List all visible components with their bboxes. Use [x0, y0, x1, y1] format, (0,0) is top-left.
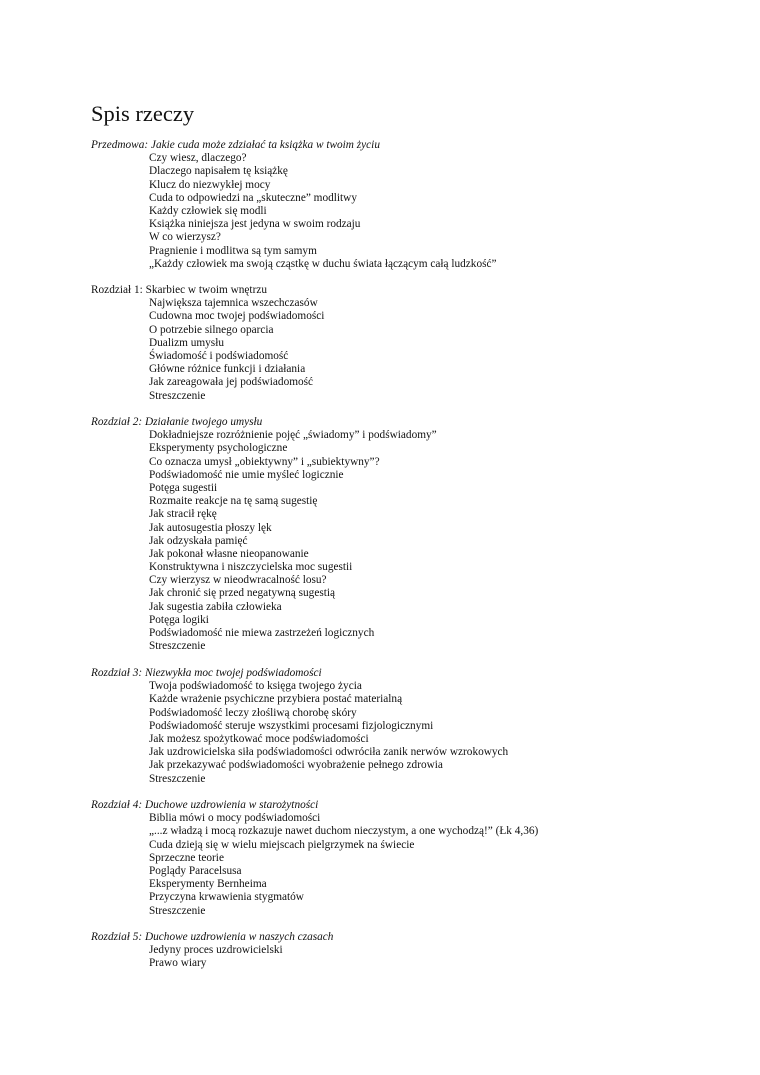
toc-entry: Jak autosugestia płoszy lęk	[149, 521, 272, 534]
toc-entry: Streszczenie	[149, 640, 206, 653]
section-heading: Rozdział 5: Duchowe uzdrowienia w naszych czasach	[91, 931, 334, 943]
toc-entry: Eksperymenty Bernheima	[149, 878, 267, 891]
toc-entry: Sprzeczne teorie	[149, 851, 224, 864]
toc-entry: Jak sugestia zabiła człowieka	[149, 600, 282, 613]
toc-entry: Jak chronić się przed negatywną sugestią	[149, 587, 336, 600]
toc-entry: Potęga logiki	[149, 613, 209, 626]
toc-entry: Jak możesz spożytkować moce podświadomości	[149, 732, 369, 745]
toc-entry: Jedyny proces uzdrowicielski	[149, 944, 283, 957]
section-item-list	[91, 944, 731, 970]
toc-entry: Jak odzyskała pamięć	[149, 534, 248, 547]
toc-entry: O potrzebie silnego oparcia	[149, 323, 274, 336]
toc-entry: W co wierzysz?	[149, 231, 221, 244]
section-item-list	[91, 429, 731, 653]
toc-section-chapter-5	[91, 931, 731, 971]
toc-entry: Podświadomość leczy złośliwą chorobę skóry	[149, 706, 357, 719]
toc-entry: Twoja podświadomość to księga twojego życia	[149, 680, 362, 693]
toc-entry: Eksperymenty psychologiczne	[149, 442, 288, 455]
toc-entry: Klucz do niezwykłej mocy	[149, 178, 271, 191]
toc-entry: Jak pokonał własne nieopanowanie	[149, 547, 309, 560]
toc-entry: Każdy człowiek się modli	[149, 204, 267, 217]
section-heading: Rozdział 4: Duchowe uzdrowienia w starożytności	[91, 799, 319, 811]
toc-entry: Największa tajemnica wszechczasów	[149, 297, 318, 310]
toc-entry: Rozmaite reakcje na tę samą sugestię	[149, 495, 318, 508]
toc-entry: Czy wiesz, dlaczego?	[149, 152, 247, 165]
toc-entry: Podświadomość nie miewa zastrzeżeń logicznych	[149, 627, 375, 639]
toc-entry: Podświadomość steruje wszystkimi procesami fizjologicznymi	[149, 719, 434, 732]
toc-entry: Prawo wiary	[149, 957, 207, 970]
toc-entry: Przyczyna krwawienia stygmatów	[149, 891, 304, 904]
toc-entry: Jak przekazywać podświadomości wyobrażenie pełnego zdrowia	[149, 759, 443, 772]
section-heading: Rozdział 1: Skarbiec w twoim wnętrzu	[91, 284, 267, 296]
section-item-list	[91, 680, 731, 786]
page-title: Spis rzeczy	[91, 101, 195, 126]
toc-entry: Dualizm umysłu	[149, 336, 224, 349]
toc-entry: Pragnienie i modlitwa są tym samym	[149, 244, 317, 257]
toc-entry: Streszczenie	[149, 772, 206, 785]
section-item-list	[91, 152, 731, 271]
toc-entry: Biblia mówi o mocy podświadomości	[149, 812, 321, 825]
toc-entry: Streszczenie	[149, 904, 206, 917]
toc-entry: Cuda dzieją się w wielu miejscach pielgrzymek na świecie	[149, 838, 415, 851]
toc-entry: Cuda to odpowiedzi na „skuteczne” modlitwy	[149, 191, 357, 204]
toc-entry: Czy wierzysz w nieodwracalność losu?	[149, 574, 327, 587]
toc-section-chapter-2	[91, 416, 731, 653]
section-item-list	[91, 297, 731, 403]
toc-section-preface	[91, 139, 731, 271]
toc-entry: Dokładniejsze rozróżnienie pojęć „świadomy” i podświadomy”	[149, 429, 437, 442]
toc-entry: „...z władzą i mocą rozkazuje nawet duchom nieczystym, a one wychodzą!” (Łk 4,36)	[149, 825, 539, 838]
section-item-list	[91, 812, 731, 918]
toc-entry: Jak zareagowała jej podświadomość	[149, 376, 314, 389]
toc-entry: „Każdy człowiek ma swoją cząstkę w duchu świata łączącym całą ludzkość”	[149, 257, 497, 270]
toc-entry: Główne różnice funkcji i działania	[149, 363, 306, 376]
section-heading: Rozdział 3: Niezwykła moc twojej podświadomości	[91, 667, 322, 679]
toc-entry: Podświadomość nie umie myśleć logicznie	[149, 468, 344, 481]
toc-entry: Poglądy Paracelsusa	[149, 864, 242, 877]
toc-section-chapter-1	[91, 284, 731, 403]
toc-entry: Cudowna moc twojej podświadomości	[149, 310, 325, 323]
section-heading: Przedmowa: Jakie cuda może zdziałać ta książka w twoim życiu	[91, 139, 380, 151]
toc-entry: Jak uzdrowicielska siła podświadomości odwróciła zanik nerwów wzrokowych	[149, 746, 509, 759]
toc-entry: Dlaczego napisałem tę książkę	[149, 165, 288, 178]
toc-entry: Co oznacza umysł „obiektywny” i „subiektywny”?	[149, 455, 380, 468]
toc-entry: Streszczenie	[149, 389, 206, 402]
toc-entry: Potęga sugestii	[149, 481, 218, 494]
toc-entry: Książka niniejsza jest jedyna w swoim rodzaju	[149, 218, 361, 231]
toc-entry: Każde wrażenie psychiczne przybiera postać materialną	[149, 693, 403, 706]
toc-entry: Świadomość i podświadomość	[149, 349, 289, 362]
toc-section-chapter-3	[91, 667, 731, 786]
toc-section-chapter-4	[91, 799, 731, 918]
toc-entry: Jak stracił rękę	[149, 508, 217, 521]
toc-entry: Konstruktywna i niszczycielska moc sugestii	[149, 561, 353, 574]
section-heading: Rozdział 2: Działanie twojego umysłu	[91, 416, 263, 428]
